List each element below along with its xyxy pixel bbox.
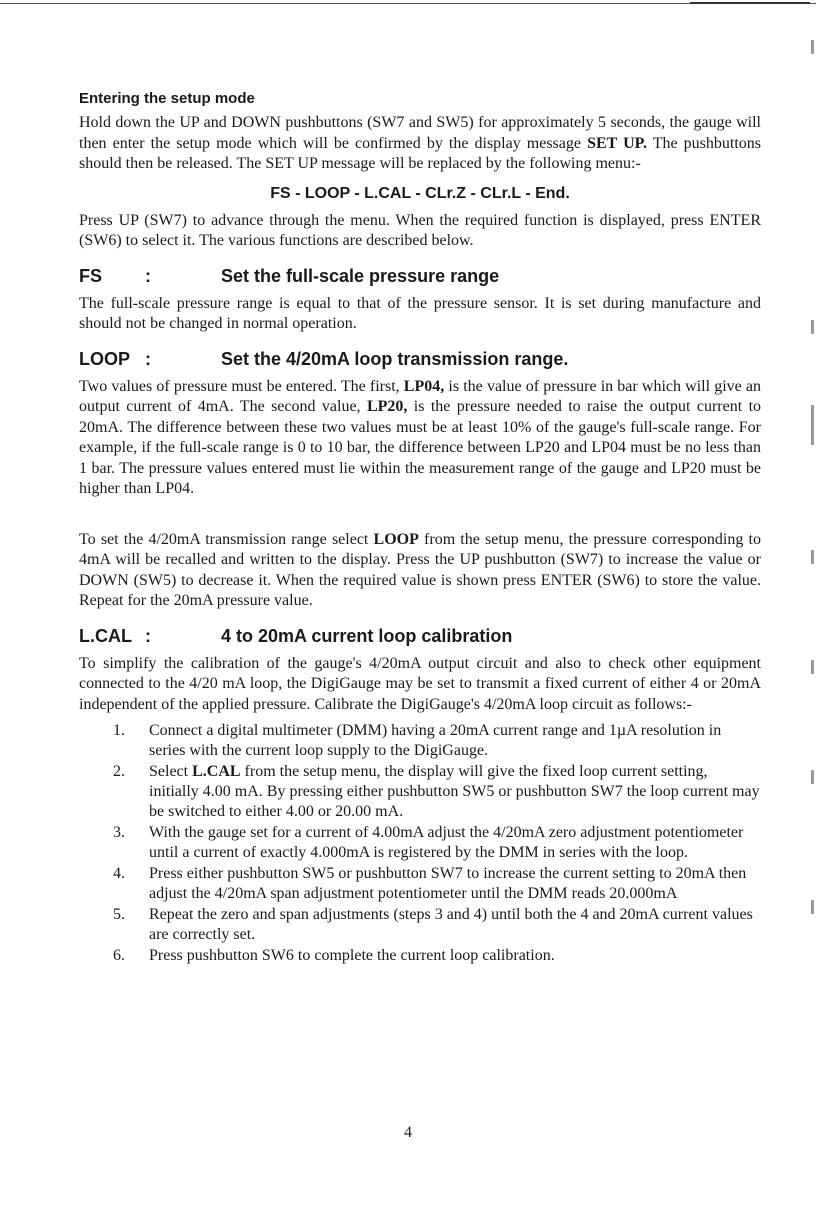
list-item	[79, 946, 761, 966]
list-item	[79, 721, 761, 761]
step-text: Press either pushbutton SW5 or pushbutton SW7 to increase the current setting to 20mA then adjust the 4/20mA span adjustment potentiometer until the DMM reads 20.000mA	[149, 865, 747, 902]
intro-heading: Entering the setup mode	[79, 90, 255, 107]
step-number: 1.	[113, 722, 125, 739]
setup-menu-line: FS - LOOP - L.CAL - CLr.Z - CLr.L - End.	[270, 184, 570, 202]
step-text: With the gauge set for a current of 4.00mA adjust the 4/20mA zero adjustment potentiometer until a current of exactly 4.000mA is registered by the DMM in series with the loop.	[149, 824, 744, 861]
fs-paragraph: The full-scale pressure range is equal to that of the pressure sensor. It is set during manufacture and should not be changed in normal operation.	[79, 294, 761, 332]
step-text: Connect a digital multimeter (DMM) having a 20mA current range and 1µA resolution in series with the current loop supply to the DigiGauge.	[149, 722, 722, 759]
section-heading-loop	[79, 349, 761, 370]
scan-edge-marks	[808, 20, 814, 1220]
step-number: 5.	[113, 906, 125, 923]
section-title: 4 to 20mA current loop calibration	[221, 625, 513, 646]
list-item	[79, 762, 761, 822]
section-code: LOOP	[79, 348, 131, 369]
section-colon: :	[145, 348, 151, 369]
calibration-steps-list	[79, 721, 761, 966]
document-page	[79, 86, 761, 967]
list-item	[79, 864, 761, 904]
lcal-keyword: L.CAL	[192, 763, 241, 780]
step-text: Repeat the zero and span adjustments (steps 3 and 4) until both the 4 and 20mA current values are correctly set.	[149, 906, 753, 943]
section-code: L.CAL	[79, 625, 132, 646]
step-number: 3.	[113, 824, 125, 841]
section-colon: :	[145, 625, 151, 646]
loop-paragraph-1: Two values of pressure must be entered. The first, LP04, is the value of pressure in bar which will give an output current of 4mA. The second value, LP20, is the pressure needed to raise the output current to 20mA. The difference between these two values must be at least 10% of the gauge's full-scale range. For example, if the full-scale range is 0 to 10 bar, the difference between LP20 and LP04 must be no less than 1 bar. The pressure values entered must lie within the measurement range of the gauge and LP20 must be higher than LP04.	[79, 377, 762, 497]
intro-paragraph-1: Hold down the UP and DOWN pushbuttons (SW7 and SW5) for approximately 5 seconds, the gauge will then enter the setup mode which will be confirmed by the display message SET UP. The pushbuttons should then be released. The SET UP message will be replaced by the following menu:-	[79, 114, 762, 172]
section-code: FS	[79, 265, 103, 286]
loop-keyword: LOOP	[373, 530, 419, 548]
set-up-keyword: SET UP.	[587, 134, 647, 152]
scan-top-mark	[690, 2, 810, 8]
list-item	[79, 905, 761, 945]
step-number: 2.	[113, 763, 125, 780]
section-title: Set the 4/20mA loop transmission range.	[221, 348, 569, 369]
section-colon: :	[145, 265, 151, 286]
intro-paragraph-2: Press UP (SW7) to advance through the menu. When the required function is displayed, press ENTER (SW6) to select it. The various functions are described below.	[79, 211, 761, 249]
lp20-keyword: LP20,	[366, 398, 408, 415]
list-item	[79, 823, 761, 863]
step-text: Press pushbutton SW6 to complete the current loop calibration.	[149, 947, 555, 964]
step-text: Select L.CAL from the setup menu, the display will give the fixed loop current setting, initially 4.00 mA. By pressing either pushbutton SW5 or pushbutton SW7 the loop current may be switched to either 4.00 or 20.00 mA.	[149, 763, 760, 820]
step-number: 6.	[113, 947, 125, 964]
page-number: 4	[404, 1124, 412, 1141]
loop-paragraph-2: To set the 4/20mA transmission range select LOOP from the setup menu, the pressure corresponding to 4mA will be recalled and written to the display. Press the UP pushbutton (SW7) to increase the value or DOWN (SW5) to decrease it. When the required value is shown press ENTER (SW6) to store the value. Repeat for the 20mA pressure value.	[79, 530, 761, 609]
section-heading-fs	[79, 266, 761, 287]
lp04-keyword: LP04,	[403, 377, 445, 395]
section-heading-lcal	[79, 626, 761, 647]
step-number: 4.	[113, 865, 125, 882]
section-title: Set the full-scale pressure range	[221, 265, 500, 286]
lcal-paragraph: To simplify the calibration of the gauge's 4/20mA output circuit and also to check other equipment connected to the 4/20 mA loop, the DigiGauge may be set to transmit a fixed current of either 4 or 20mA independent of the applied pressure. Calibrate the DigiGauge's 4/20mA loop circuit as follows:-	[79, 654, 761, 713]
